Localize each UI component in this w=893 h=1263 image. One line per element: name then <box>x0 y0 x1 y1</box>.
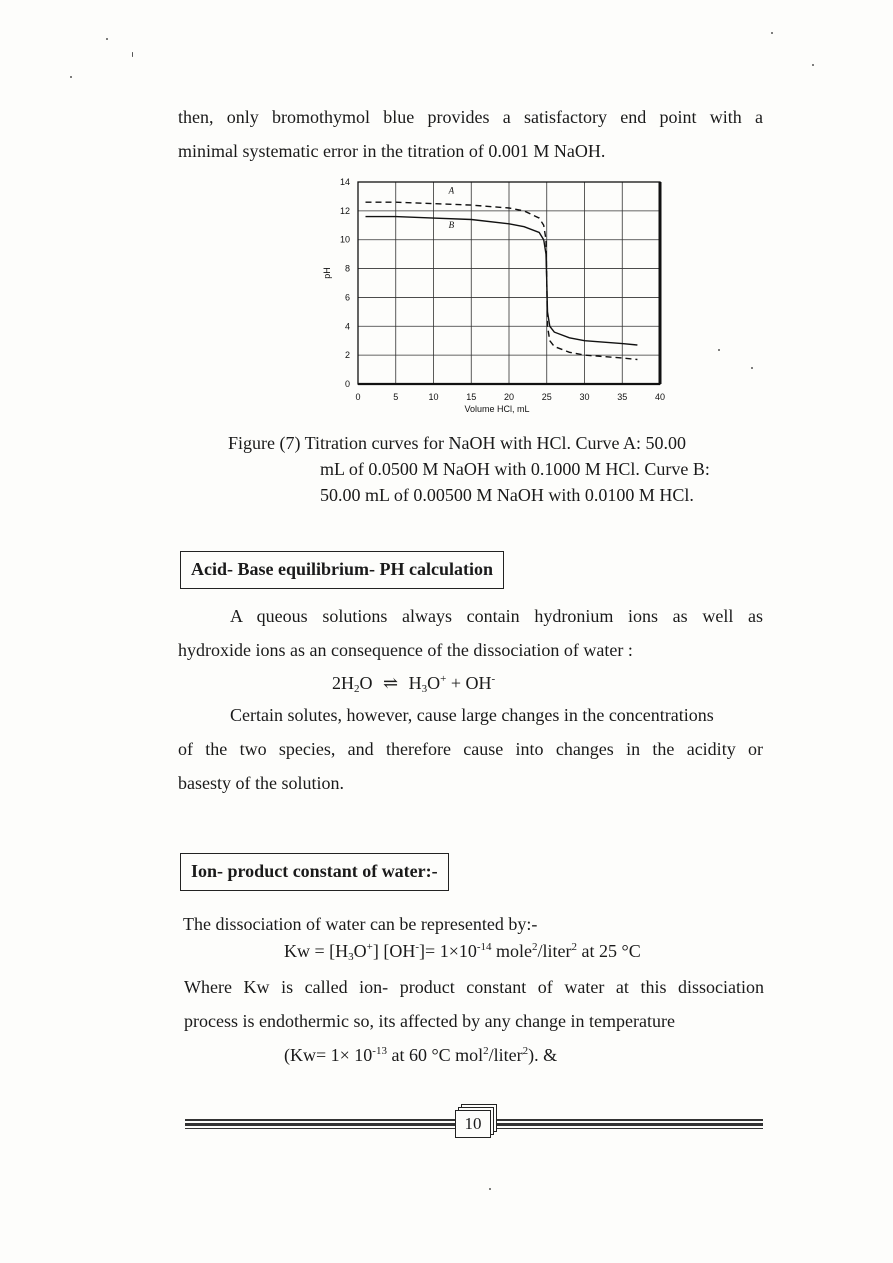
x-axis-label: Volume HCl, mL <box>464 404 530 414</box>
aqueous-line-1: A queous solutions always contain hydronium ions as well as <box>230 606 763 626</box>
kw-sup-minus: - <box>415 941 420 953</box>
solutes-line-2: of the two species, and therefore cause into changes in the acidity or <box>178 739 763 759</box>
scan-speck <box>812 64 814 66</box>
section-heading-ion-product: Ion- product constant of water:- <box>180 853 449 891</box>
eq-hydronium-sub: 3 <box>421 683 428 695</box>
kw-part-c: ] [OH <box>372 941 416 961</box>
intro-line-2: minimal systematic error in the titration of 0.001 M NaOH. <box>178 141 606 161</box>
kw-part-g: at 25 °C <box>577 941 641 961</box>
caption-line-3: 50.00 mL of 0.00500 M NaOH with 0.0100 M HCl. <box>320 485 694 505</box>
eq-hydroxide-sup: - <box>491 673 496 685</box>
series-a-label: A <box>448 185 455 196</box>
kw-equation <box>284 941 641 962</box>
eq-hydronium-sup: + <box>440 673 447 685</box>
caption-label: Figure <box>228 433 275 453</box>
dissociation-intro: The dissociation of water can be represented by:- <box>183 914 538 934</box>
kw-part-d: ]= 1×10 <box>419 941 477 961</box>
kw-line-1: Where Kw is called ion- product constant of water at this dissociation <box>184 977 764 997</box>
aqueous-line-2: hydroxide ions as an consequence of the dissociation of water : <box>178 640 633 660</box>
kw-part-b: O <box>353 941 367 961</box>
x-tick-label: 5 <box>393 392 399 402</box>
scan-speck <box>751 367 753 369</box>
x-tick-label: 30 <box>579 392 590 402</box>
scan-speck <box>70 76 72 78</box>
x-tick-label: 15 <box>466 392 477 402</box>
x-tick-label: 25 <box>541 392 552 402</box>
kw60-part-d: ). & <box>528 1045 558 1065</box>
eq-hydronium-o: O <box>427 673 441 693</box>
caption-line-2: mL of 0.0500 M NaOH with 0.1000 M HCl. Curve B: <box>320 459 710 479</box>
kw60-part-b: at 60 °C mol <box>386 1045 484 1065</box>
y-axis-label: pH <box>322 267 332 279</box>
kw60-part-a: (Kw= 1× 10 <box>284 1045 373 1065</box>
kw-sup-plus: + <box>366 941 373 953</box>
kw-paragraph <box>184 970 764 1038</box>
solutes-paragraph <box>178 698 763 800</box>
kw60-sup-mol: 2 <box>483 1045 489 1057</box>
kw-part-e: mole <box>491 941 533 961</box>
y-tick-label: 2 <box>344 350 350 361</box>
y-tick-label: 8 <box>344 263 350 274</box>
kw-sup-liter: 2 <box>571 941 578 953</box>
water-dissociation-equation <box>332 673 495 694</box>
scan-speck <box>132 52 133 57</box>
figure-caption <box>228 430 768 508</box>
intro-paragraph <box>178 100 763 168</box>
x-tick-label: 10 <box>428 392 439 402</box>
y-tick-label: 10 <box>339 234 350 245</box>
page-number: 10 <box>455 1110 491 1138</box>
kw60-sup-liter: 2 <box>522 1045 529 1057</box>
scan-speck <box>489 1188 491 1190</box>
y-tick-label: 0 <box>344 379 350 389</box>
series-b-line <box>366 217 638 345</box>
kw-line-2: process is endothermic so, its affected by any change in temperature <box>184 1011 675 1031</box>
y-tick-label: 4 <box>344 321 350 332</box>
scan-speck <box>718 349 720 351</box>
eq-water-h: 2H <box>332 673 354 693</box>
scan-speck <box>106 38 108 40</box>
titration-chart <box>318 175 678 420</box>
series-a-line <box>366 202 638 359</box>
eq-water-o: O <box>359 673 373 693</box>
solutes-line-1: Certain solutes, however, cause large changes in the concentrations <box>230 705 714 725</box>
y-tick-label: 12 <box>339 205 350 216</box>
intro-line-1: then, only bromothymol blue provides a satisfactory end point with a <box>178 107 763 127</box>
kw-part-a: Kw = [H <box>284 941 349 961</box>
kw-60-equation <box>284 1045 557 1066</box>
solutes-line-3: basesty of the solution. <box>178 773 344 793</box>
kw-part-f: /liter <box>537 941 572 961</box>
kw-sub: 3 <box>348 951 354 963</box>
caption-line-1: (7) Titration curves for NaOH with HCl. Curve A: 50.00 <box>279 433 686 453</box>
y-tick-label: 6 <box>344 292 350 303</box>
x-tick-label: 20 <box>503 392 515 402</box>
series-b-label: B <box>448 220 455 231</box>
x-tick-label: 35 <box>617 392 628 402</box>
scan-speck <box>771 32 773 34</box>
kw-sup-exp: -14 <box>476 941 492 953</box>
eq-hydroxide: + OH <box>446 673 492 693</box>
kw60-sup-exp: -13 <box>372 1045 387 1057</box>
y-tick-label: 14 <box>339 177 350 187</box>
kw-sup-mole: 2 <box>532 941 538 953</box>
eq-hydronium-h: H <box>408 673 422 693</box>
equilibrium-arrow-icon: ⇌ <box>383 673 399 693</box>
aqueous-paragraph <box>178 599 763 667</box>
x-tick-label: 40 <box>654 392 666 402</box>
x-tick-label: 0 <box>355 392 361 402</box>
eq-water-sub: 2 <box>354 683 360 695</box>
kw60-part-c: /liter <box>488 1045 523 1065</box>
section-heading-acid-base: Acid- Base equilibrium- PH calculation <box>180 551 504 589</box>
